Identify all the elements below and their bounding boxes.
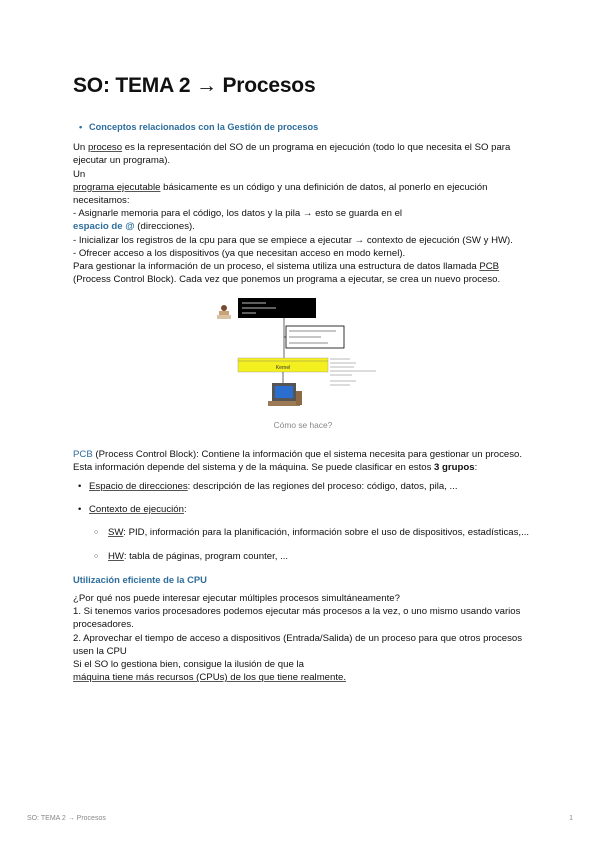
term-espacio-de-direcciones: Espacio de direcciones — [89, 481, 188, 493]
text: Un — [73, 142, 88, 154]
process-diagram — [216, 295, 396, 413]
paragraph-un: Un — [73, 168, 86, 180]
text: : PID, información para la planificación, información sobre el uso de dispositivos, estadísticas,... — [123, 527, 530, 539]
paragraph-dispositivos: - Ofrecer acceso a los dispositivos (ya que necesitan acceso en modo kernel). — [73, 247, 406, 259]
paragraph-point-2: 2. Aprovechar el tiempo de acceso a dispositivos (Entrada/Salida) de un proceso para que otros procesos usen la CPU — [73, 632, 523, 657]
text: : tabla de páginas, program counter, ... — [123, 550, 289, 562]
paragraph-recursos — [73, 671, 533, 684]
text: (Process Control Block): Contiene la información que el sistema necesita para gestionar un proceso. Esta información depende del sistema y de la máquina. Se puede clasificar en estos — [73, 448, 523, 473]
paragraph-espacio — [73, 220, 533, 233]
paragraph-pcb-intro — [73, 260, 533, 286]
footer-title: SO: TEMA 2 → Procesos — [27, 815, 106, 822]
paragraph-pcb-def — [73, 448, 533, 474]
paragraph-question: ¿Por qué nos puede interesar ejecutar múltiples procesos simultáneamente? — [73, 593, 400, 605]
term-hw: HW — [108, 550, 124, 562]
pcb-groups-list — [73, 480, 533, 563]
page-title: SO: TEMA 2 → Procesos — [73, 74, 316, 97]
term-sw: SW — [108, 527, 124, 539]
term-mas-recursos: máquina tiene más recursos (CPUs) de los que tiene realmente. — [73, 672, 347, 684]
term-pcb-blue: PCB — [73, 448, 93, 460]
section-heading-cpu: Utilización eficiente de la CPU — [73, 573, 207, 585]
text: es la representación del SO de un programa en ejecución (todo lo que necesita el SO para ejecutar un programa). — [73, 142, 511, 167]
paragraph-asignar-memoria: - Asignarle memoria para el código, los datos y la pila → esto se guarda en el — [73, 208, 403, 220]
list-item — [73, 480, 533, 493]
document-body — [73, 121, 533, 684]
term-proceso: proceso — [87, 142, 123, 154]
paragraph-proceso — [73, 141, 533, 167]
paragraph-inicializar: - Inicializar los registros de la cpu para que se empiece a ejecutar → contexto de ejecución (SW y HW). — [73, 234, 513, 246]
text: (Process Control Block). Cada vez que ponemos un programa a ejecutar, se crea un nuevo proceso. — [73, 274, 501, 286]
paragraph-ilusion: Si el SO lo gestiona bien, consigue la ilusión de que la — [73, 659, 304, 671]
text: : — [183, 504, 187, 516]
figure-caption: Cómo se hace? — [273, 420, 333, 431]
list-subitem — [73, 550, 533, 563]
page-number: 1 — [569, 815, 573, 822]
text: Para gestionar la información de un proceso, el sistema utiliza una estructura de datos llamada — [73, 261, 480, 273]
process-diagram-svg — [216, 295, 396, 413]
paragraph-programa-ejecutable — [73, 181, 533, 207]
term-3-grupos: 3 grupos — [434, 461, 475, 473]
paragraph-point-1: 1. Si tenemos varios procesadores podemos ejecutar más procesos a la vez, o uno mismo usando varios procesadores. — [73, 606, 521, 631]
text: básicamente es un código y una definición de datos, al ponerlo en ejecución necesitamos: — [73, 181, 488, 207]
term-contexto-ejecucion: Contexto de ejecución — [89, 504, 184, 516]
text: : descripción de las regiones del proceso: código, datos, pila, ... — [187, 481, 458, 493]
user-icon — [217, 305, 231, 319]
text: (direcciones). — [134, 221, 195, 233]
kernel-label: Kernel — [275, 365, 291, 372]
text: : — [474, 461, 478, 473]
list-subitem — [73, 526, 533, 539]
list-item — [73, 503, 533, 516]
term-programa-ejecutable: programa ejecutable — [73, 181, 161, 193]
computer-icon — [268, 383, 302, 406]
section-heading-conceptos: • Conceptos relacionados con la Gestión de procesos — [73, 121, 533, 134]
term-pcb: PCB — [479, 261, 500, 273]
term-espacio-direcciones: espacio de @ — [73, 221, 135, 233]
